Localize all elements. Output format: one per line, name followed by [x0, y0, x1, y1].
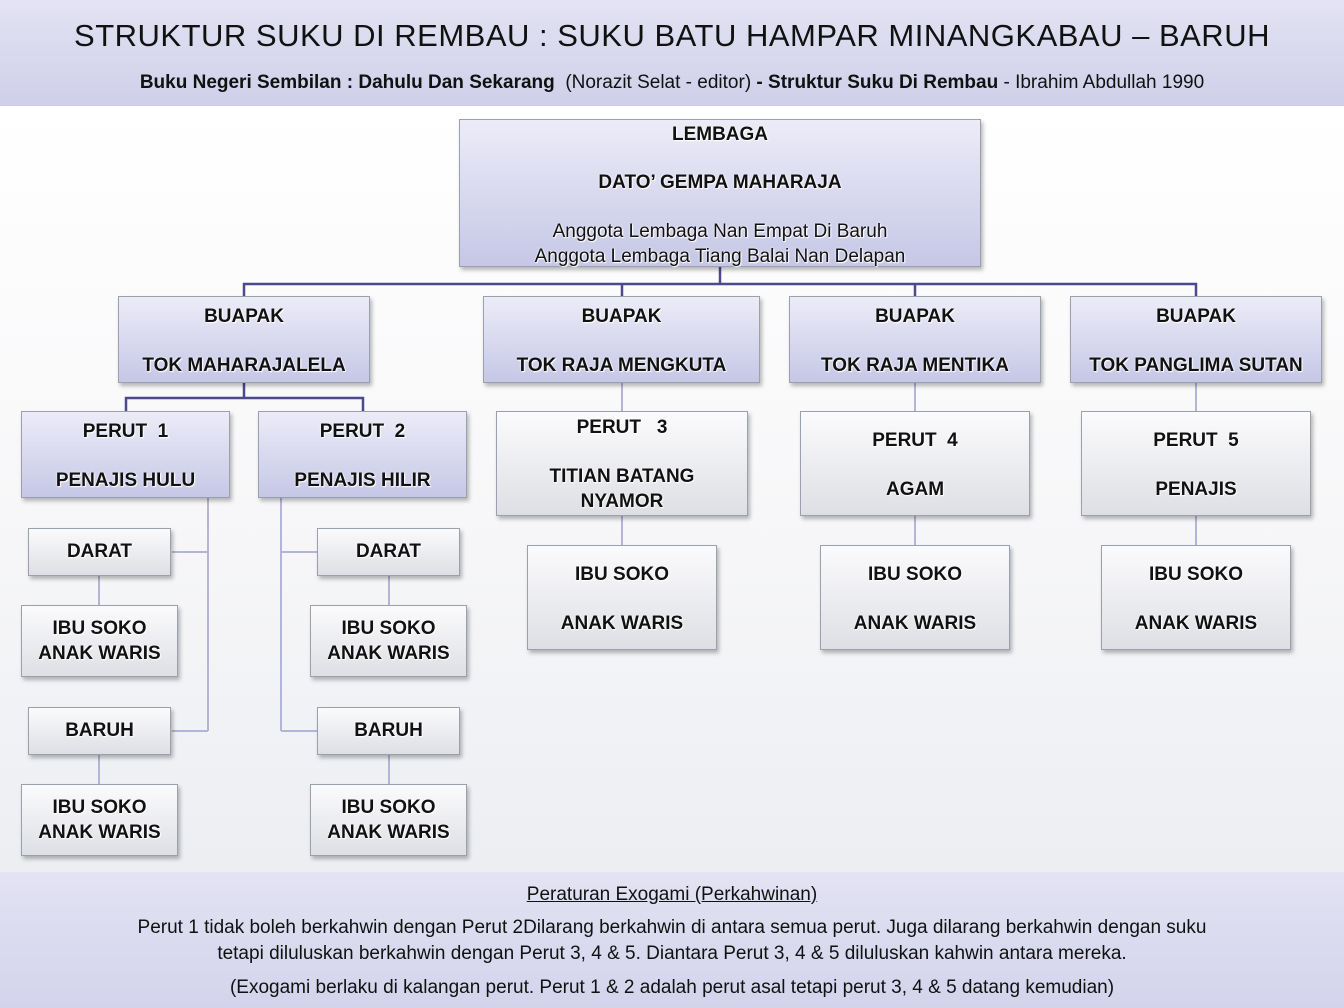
ibu-soko-label: IBU SOKO: [575, 564, 669, 585]
perut-box-1: [21, 411, 230, 498]
connector-lembaga: [244, 266, 1196, 296]
connector-perut345: [622, 516, 1196, 545]
perut-name: PENAJIS: [1155, 479, 1237, 500]
perut-label: PERUT 4: [872, 430, 958, 451]
perut-label: PERUT 5: [1153, 430, 1239, 451]
subtitle-author: - Ibrahim Abdullah 1990: [998, 72, 1205, 93]
perut-label: PERUT 1: [82, 421, 169, 442]
connector-buapak1: [126, 383, 363, 411]
ibu-soko-label: IBU SOKO: [1149, 564, 1243, 585]
buapak-box-1: [118, 296, 370, 383]
perut-name-2: NYAMOR: [580, 491, 664, 512]
subtitle-sep: -: [751, 72, 769, 93]
anak-waris-label: ANAK WARIS: [853, 613, 977, 634]
anak-waris-label: ANAK WARIS: [38, 822, 161, 843]
ibu-soko-box-4: [820, 545, 1010, 650]
anak-waris-label: ANAK WARIS: [1134, 613, 1258, 634]
baruh-box-1: [28, 707, 171, 755]
ibu-soko-box-1a: [21, 605, 178, 677]
lembaga-title: LEMBAGA: [671, 124, 769, 145]
ibu-soko-label: IBU SOKO: [341, 618, 436, 639]
buapak-role: BUAPAK: [875, 306, 955, 327]
perut-name: TITIAN BATANG: [549, 466, 695, 487]
ibu-soko-label: IBU SOKO: [868, 564, 962, 585]
subtitle-article: Struktur Suku Di Rembau: [768, 72, 999, 93]
anak-waris-label: ANAK WARIS: [38, 643, 161, 664]
anak-waris-label: ANAK WARIS: [327, 822, 450, 843]
buapak-role: BUAPAK: [204, 306, 284, 327]
darat-box-1: [28, 528, 171, 576]
footer-line-3: (Exogami berlaku di kalangan perut. Perut 1 & 2 adalah perut asal tetapi perut 3, 4 & 5 datang kemudian): [229, 977, 1115, 998]
buapak-name: TOK MAHARAJALELA: [142, 355, 346, 376]
perut-name: AGAM: [885, 479, 945, 500]
darat-label: DARAT: [355, 541, 422, 562]
perut-box-3: [496, 411, 748, 516]
footer-line-2: tetapi diluluskan berkahwin dengan Perut 3, 4 & 5. Diantara Perut 3, 4 & 5 diluluskan kahwin antara mereka.: [217, 943, 1127, 964]
ibu-soko-label: IBU SOKO: [52, 797, 147, 818]
buapak-role: BUAPAK: [1156, 306, 1236, 327]
anak-waris-label: ANAK WARIS: [560, 613, 684, 634]
lembaga-box: [459, 119, 981, 267]
anak-waris-label: ANAK WARIS: [327, 643, 450, 664]
buapak-name: TOK RAJA MENTIKA: [821, 355, 1009, 376]
ibu-soko-box-2b: [310, 784, 467, 856]
darat-box-2: [317, 528, 460, 576]
ibu-soko-box-1b: [21, 784, 178, 856]
buapak-box-4: [1070, 296, 1322, 383]
footer-title: Peraturan Exogami (Perkahwinan): [526, 884, 818, 905]
ibu-soko-box-2a: [310, 605, 467, 677]
perut-name: PENAJIS HILIR: [294, 470, 431, 491]
ibu-soko-box-3: [527, 545, 717, 650]
footer-line-1: Perut 1 tidak boleh berkahwin dengan Perut 2Dilarang berkahwin di antara semua perut. Juga dilarang berkahwin dengan suku: [137, 917, 1207, 938]
baruh-label: BARUH: [65, 720, 134, 741]
subtitle-book: Buku Negeri Sembilan : Dahulu Dan Sekarang: [139, 72, 555, 93]
perut-box-5: [1081, 411, 1311, 516]
lembaga-name: DATO’ GEMPA MAHARAJA: [598, 172, 842, 193]
baruh-box-2: [317, 707, 460, 755]
buapak-box-3: [789, 296, 1041, 383]
ibu-soko-box-5: [1101, 545, 1291, 650]
buapak-name: TOK PANGLIMA SUTAN: [1089, 355, 1303, 376]
perut-box-4: [800, 411, 1030, 516]
buapak-box-2: [483, 296, 760, 383]
page-title: STRUKTUR SUKU DI REMBAU : SUKU BATU HAMPAR MINANGKABAU – BARUH: [74, 18, 1270, 53]
buapak-name: TOK RAJA MENGKUTA: [516, 355, 727, 376]
connector-buapak234: [622, 383, 1196, 411]
perut-label: PERUT 2: [319, 421, 406, 442]
ibu-soko-label: IBU SOKO: [341, 797, 436, 818]
perut-name: PENAJIS HULU: [55, 470, 196, 491]
lembaga-line4: Anggota Lembaga Tiang Balai Nan Delapan: [534, 246, 906, 267]
lembaga-line3: Anggota Lembaga Nan Empat Di Baruh: [552, 221, 888, 242]
darat-label: DARAT: [66, 541, 133, 562]
ibu-soko-label: IBU SOKO: [52, 618, 147, 639]
subtitle-editor: (Norazit Selat - editor): [565, 72, 752, 93]
perut-label: PERUT 3: [576, 417, 668, 438]
baruh-label: BARUH: [354, 720, 423, 741]
buapak-role: BUAPAK: [581, 306, 662, 327]
perut-box-2: [258, 411, 467, 498]
